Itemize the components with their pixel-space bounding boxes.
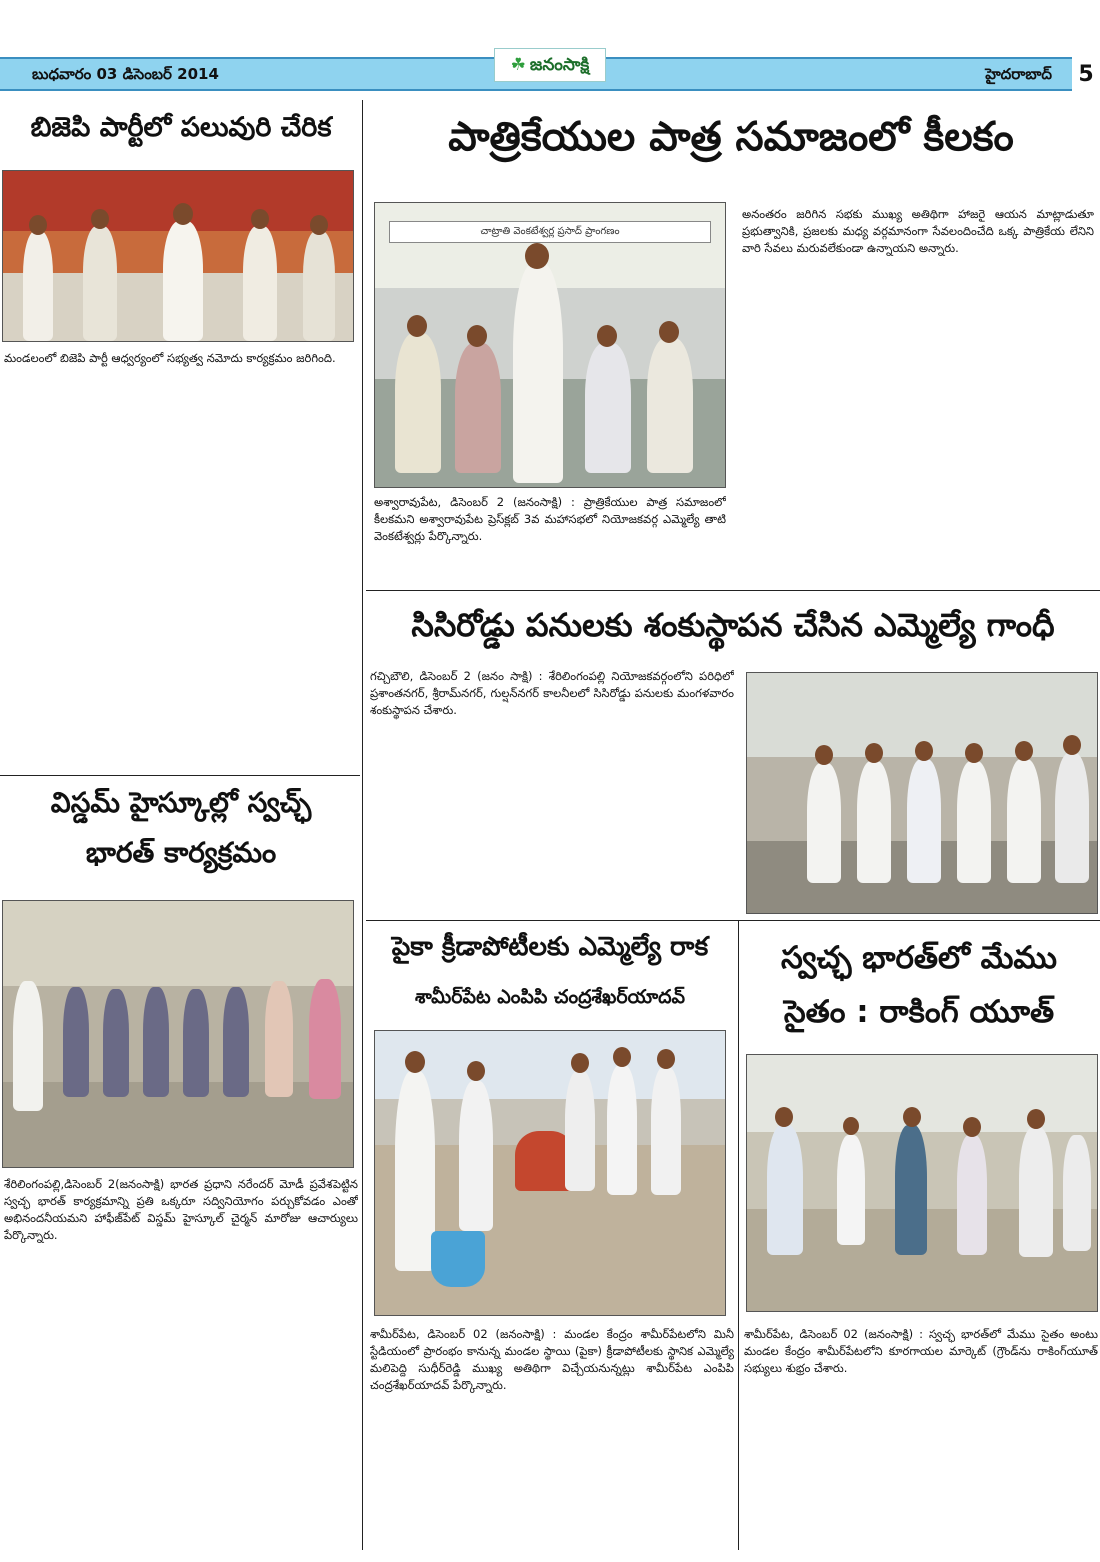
section-rule (366, 590, 1100, 591)
headline-bjp-joining: బిజెపి పార్టీలో పలువురి చేరిక (30, 112, 332, 143)
article-body-rocking-youth: శామీర్‌పేట, డిసెంబర్ 02 (జనంసాక్షి) : స్వచ్ఛ భారత్‌లో మేము సైతం అంటు మండల కేంద్రం శామీర్‌పేటలోని కూరగాయల మార్కెట్ (గ్రౌండ్‌ను రాకింగ్‌యూత్ సభ్యులు శుభ్రం చేశారు. (744, 1327, 1098, 1375)
article-body-bjp: మండలంలో బిజెపి పార్టీ ఆధ్వర్యంలో సభ్యత్వ నమోదు కార్యక్రమం జరిగింది. (4, 351, 336, 365)
article-body-journalists-right: అనంతరం జరిగిన సభకు ముఖ్య అతిథిగా హాజరై ఆయన మాట్లాడుతూ ప్రభుత్వానికి, ప్రజలకు మధ్య వర్గమానంగా సేవలందించేది ఒక్క పాత్రికేయ లేనిని వారి సేవలు మరువలేకుండా ఉన్నాయని అన్నారు. (742, 207, 1094, 255)
subhead-pyka-sports: శామీర్‌పేట ఎంపిపి చంద్రశేఖర్‌యాదవ్ (414, 986, 686, 1008)
logo-text: జనంసాక్షి (529, 55, 590, 75)
photo-bjp-meeting (2, 170, 354, 342)
headline-wisdom-school-line2: భారత్ కార్యక్రమం (85, 836, 277, 869)
article-body-journalists-left: అశ్వారావుపేట, డిసెంబర్ 2 (జనంసాక్షి) : ప్రాత్రికేయుల పాత్ర సమాజంలో కీలకమని అశ్వారావుపేట ప్రెస్‌క్లబ్ 3వ మహాసభలో నియోజకవర్గ ఎమ్మెల్యే తాటి వెంకటేశ్వర్లు పేర్కొన్నారు. (374, 495, 726, 543)
article-body-pyka-sports: శామీర్‌పేట, డిసెంబర్ 02 (జనంసాక్షి) : మండల కేంద్రం శామీర్‌పేటలోని మినీ స్టేడియంలో ప్రారంభం కానున్న మండల స్థాయి (పైకా) క్రీడాపోటీలకు స్థానిక ఎమ్మెల్యే మలిపెద్ది సుధీర్‌రెడ్డి ముఖ్య అతిథిగా విచ్చేయనున్నట్లు శామీర్‌పేట ఎంపిపి చంద్రశేఖర్‌యాదవ్ పేర్కొన్నారు. (370, 1327, 734, 1392)
section-rule (0, 775, 360, 776)
newspaper-logo (494, 48, 606, 82)
photo-rocking-youth-cleanup (746, 1054, 1098, 1312)
headline-journalists-role: పాత్రికేయుల పాత్ర సమాజంలో కీలకం (448, 114, 1014, 160)
page-number: 5 (1072, 57, 1100, 93)
column-rule (362, 100, 363, 1550)
photo-press-club-meeting (374, 202, 726, 488)
photo-pyka-sports-ground (374, 1030, 726, 1316)
photo-cc-road-foundation (746, 672, 1098, 914)
section-rule (366, 920, 1100, 921)
headline-wisdom-school-line1: విస్డమ్ హైస్కూల్లో స్వచ్ఛ్ (50, 786, 312, 819)
article-body-wisdom-school: శేరిలింగంపల్లి,డిసెంబర్ 2(జనంసాక్షి) భారత ప్రధాని నరేందర్ మోడీ ప్రవేశపెట్టిన స్వచ్ఛ భారత్ కార్యక్రమాన్ని ప్రతి ఒక్కరూ సద్వినియోగం పర్చుకోవడం ఎంతో అభినందనీయమని హాఫీజ్‌పేట్ విస్డమ్ హైస్కూల్ చైర్మన్ మారోజు ఆచార్యులు పేర్కొన్నారు. (4, 1177, 358, 1242)
edition-city: హైదరాబాద్ (985, 65, 1052, 83)
leaf-icon: ☘ (510, 55, 526, 75)
article-body-cc-road: గచ్చిబౌలి, డిసెంబర్ 2 (జనం సాక్షి) : శేరిలింగంపల్లి నియోజకవర్గంలోని పరిధిలో ప్రశాంతనగర్, శ్రీరామ్‌నగర్, గుల్షన్‌నగర్ కాలనీలలో సిసిరోడ్డు పనులకు మంగళవారం శంకుస్థాపన చేశారు. (370, 669, 734, 717)
column-rule (738, 920, 739, 1550)
photo-banner-text: చాట్రాతి వెంకటేశ్వర్ల ప్రసాద్ ప్రాంగణం (389, 221, 711, 243)
photo-school-swachh-bharat (2, 900, 354, 1168)
headline-cc-road: సిసిరోడ్డు పనులకు శంకుస్థాపన చేసిన ఎమ్మెల్యే గాంధీ (411, 606, 1055, 644)
headline-rocking-youth-line2: సైతం : రాకింగ్ యూత్ (783, 994, 1055, 1030)
headline-rocking-youth-line1: స్వచ్ఛ భారత్‌లో మేము (781, 940, 1057, 976)
headline-pyka-sports: పైకా క్రీడాపోటీలకు ఎమ్మెల్యే రాక (391, 932, 709, 962)
issue-date: బుధవారం 03 డిసెంబర్ 2014 (32, 65, 219, 83)
